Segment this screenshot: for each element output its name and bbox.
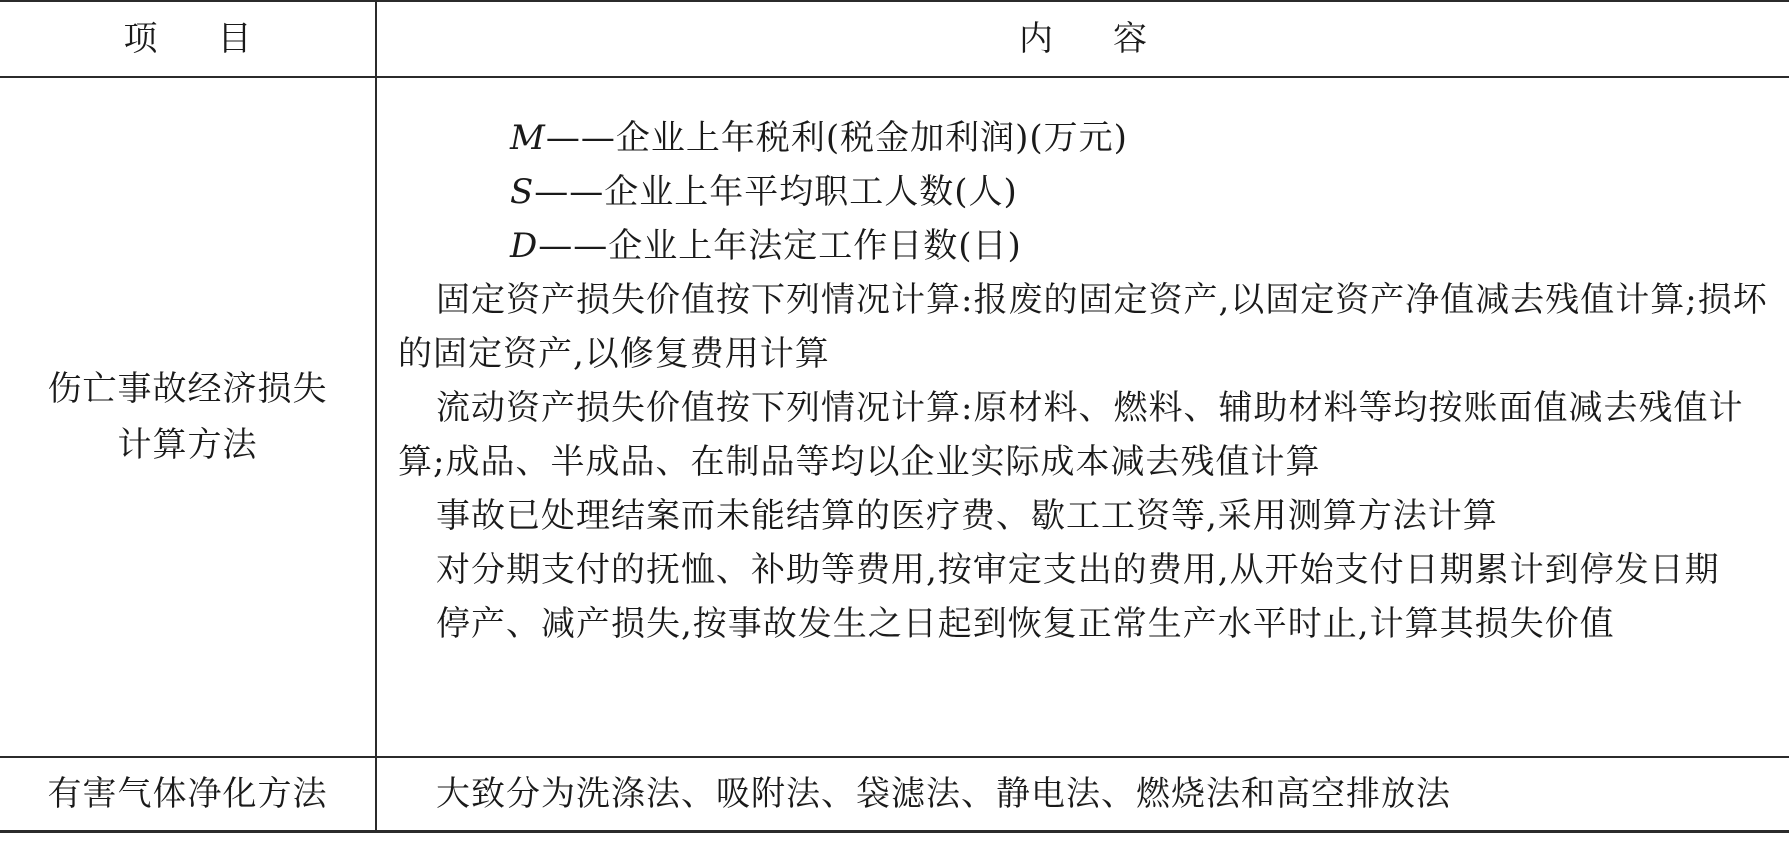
row-item-label — [38, 361, 338, 473]
row-content-cell — [436, 758, 1766, 830]
definition-text: ——企业上年法定工作日数(日) — [538, 226, 1022, 266]
row-item-line: 计算方法 — [117, 425, 258, 465]
content-paragraph: 流动资产损失价值按下列情况计算:原材料、燃料、辅助材料等均按账面值减去残值计算;成品、半成品、在制品等均以企业实际成本减去残值计算 — [398, 388, 1744, 482]
row-item-cell — [0, 758, 375, 830]
header-content-cell — [377, 2, 1789, 76]
definition-line — [398, 165, 1773, 219]
content-paragraph: 事故已处理结案而未能结算的医疗费、歇工工资等,采用测算方法计算 — [436, 496, 1498, 536]
content-paragraph: 停产、减产损失,按事故发生之日起到恢复正常生产水平时止,计算其损失价值 — [436, 604, 1615, 644]
content-paragraph: 对分期支付的抚恤、补助等费用,按审定支出的费用,从开始支付日期累计到停发日期 — [436, 550, 1720, 590]
variable-symbol: D — [510, 226, 539, 266]
variable-symbol: M — [510, 118, 546, 158]
header-item-cell — [0, 2, 375, 76]
header-content-label: 内容 — [1019, 19, 1207, 59]
row-item-label: 有害气体净化方法 — [47, 774, 328, 814]
row-content-text: 大致分为洗涤法、吸附法、袋滤法、静电法、燃烧法和高空排放法 — [436, 774, 1451, 814]
row-item-line: 伤亡事故经济损失 — [47, 369, 328, 409]
row-item-cell — [0, 78, 375, 756]
definition-text: ——企业上年平均职工人数(人) — [534, 172, 1018, 212]
table-bottom-rule — [0, 830, 1789, 833]
definition-line — [398, 219, 1773, 273]
column-divider — [375, 0, 377, 831]
row-content-cell — [398, 111, 1773, 651]
variable-symbol: S — [510, 172, 535, 212]
definition-text: ——企业上年税利(税金加利润)(万元) — [545, 118, 1128, 158]
definition-line — [398, 111, 1773, 165]
content-paragraph: 固定资产损失价值按下列情况计算:报废的固定资产,以固定资产净值减去残值计算;损坏的固定资产,以修复费用计算 — [398, 280, 1768, 374]
header-item-label: 项目 — [123, 19, 312, 59]
